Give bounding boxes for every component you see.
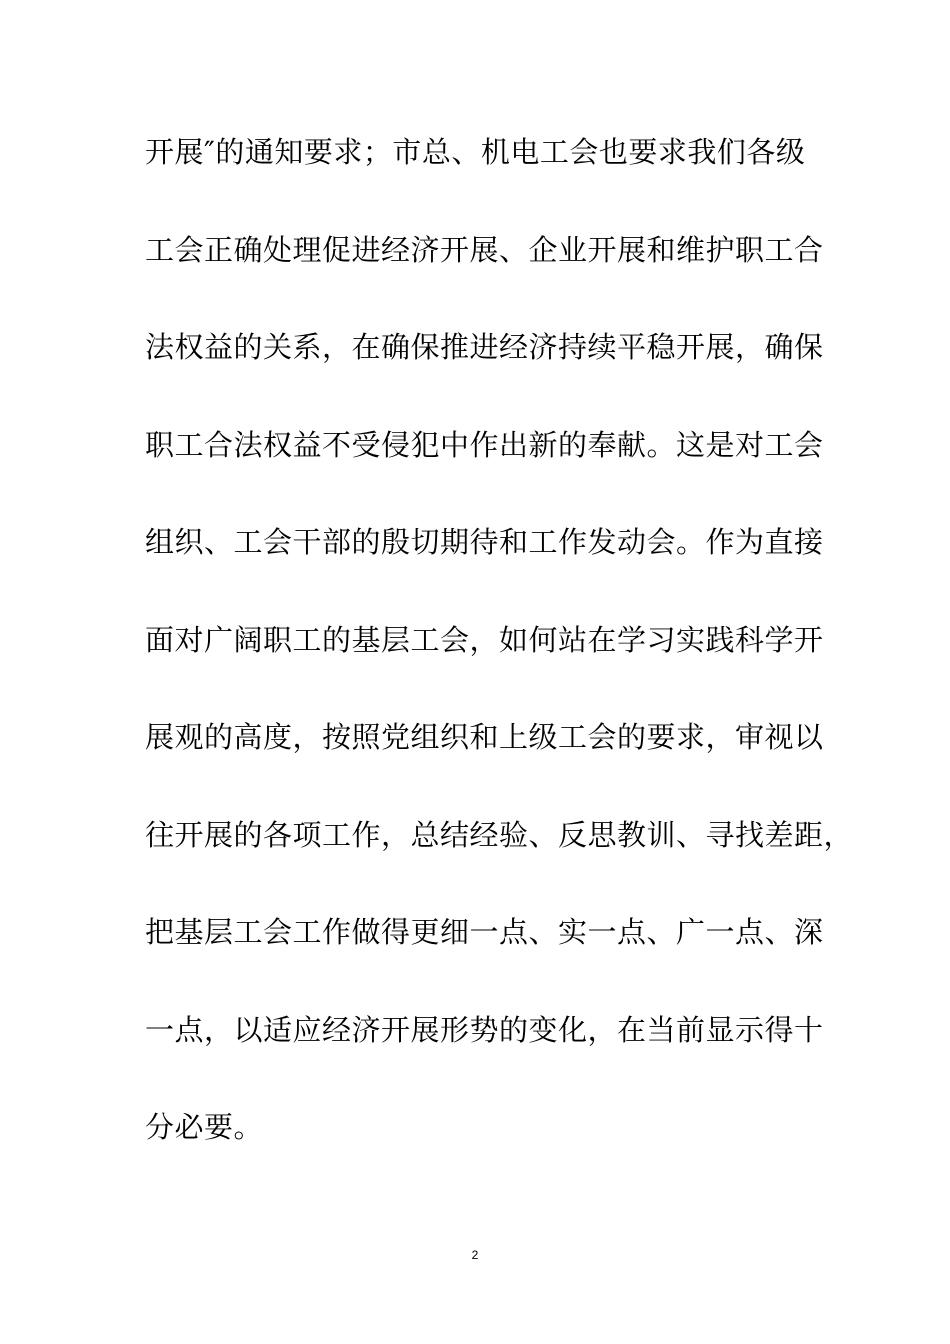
text-line: 工会正确处理促进经济开展、企业开展和维护职工合	[145, 232, 824, 267]
text-line: 开展″的通知要求；市总、机电工会也要求我们各级	[145, 135, 806, 169]
body-paragraph	[145, 120, 854, 1193]
page-number: 2	[471, 1248, 479, 1262]
text-line: 展观的高度，按照党组织和上级工会的要求，审视以	[145, 720, 824, 754]
text-line: 法权益的关系，在确保推进经济持续平稳开展，确保	[145, 330, 824, 364]
text-line: 职工合法权益不受侵犯中作出新的奉献。这是对工会	[145, 427, 824, 462]
text-line: 一点，以适应经济开展形势的变化，在当前显示得十	[145, 1012, 824, 1047]
text-line: 分必要。	[145, 1110, 264, 1144]
text-line: 面对广阔职工的基层工会，如何站在学习实践科学开	[145, 622, 824, 657]
text-line: 组织、工会干部的殷切期待和工作发动会。作为直接	[145, 525, 824, 559]
text-line: 往开展的各项工作，总结经验、反思教训、寻找差距，	[145, 817, 854, 852]
text-line: 把基层工会工作做得更细一点、实一点、广一点、深	[145, 915, 824, 949]
